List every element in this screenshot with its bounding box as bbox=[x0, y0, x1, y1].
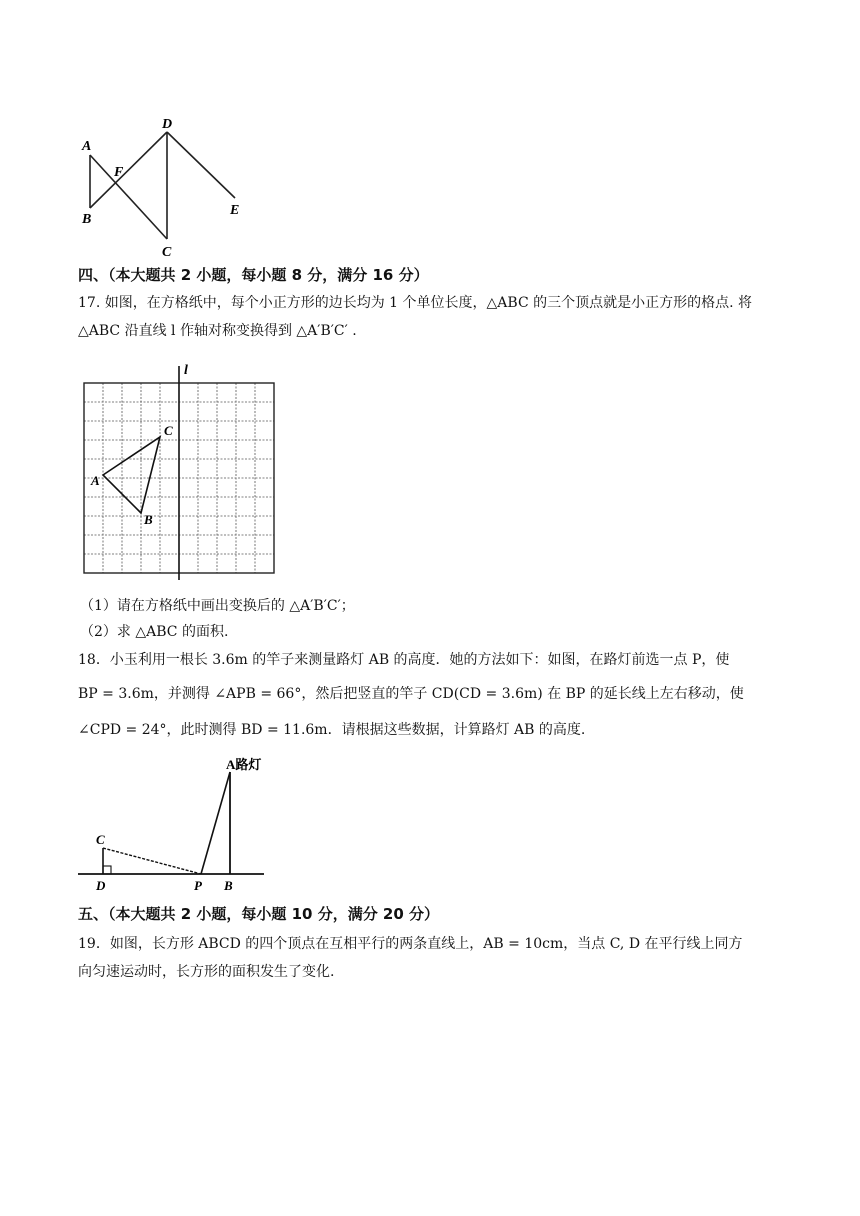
segment-DE bbox=[167, 132, 235, 198]
label-C: C bbox=[164, 423, 173, 438]
label-B: B bbox=[82, 212, 92, 227]
figure-q16 bbox=[70, 110, 260, 262]
q17-sub-2: （2）求 △ABC 的面积. bbox=[80, 624, 229, 640]
label-B: B bbox=[224, 878, 233, 893]
segment-AP bbox=[201, 772, 230, 874]
q18-line-3: ∠CPD = 24°，此时测得 BD = 11.6m．请根据这些数据，计算路灯 AB 的高度. bbox=[78, 722, 586, 738]
section-5-heading: 五、（本大题共 2 小题，每小题 10 分，满分 20 分） bbox=[78, 905, 440, 923]
label-l: l bbox=[184, 363, 188, 378]
q19-line-1: 19．如图，长方形 ABCD 的四个顶点在互相平行的两条直线上，AB = 10cm，当点 C, D 在平行线上同方 bbox=[78, 936, 743, 952]
label-P: P bbox=[194, 878, 202, 893]
segment-CP bbox=[103, 848, 201, 874]
label-A: A bbox=[91, 473, 100, 488]
label-C: C bbox=[96, 832, 105, 847]
q18-line-1: 18．小玉利用一根长 3.6m 的竿子来测量路灯 AB 的高度．她的方法如下：如图，在路灯前选一点 P，使 bbox=[78, 652, 730, 668]
label-D: D bbox=[96, 878, 106, 893]
triangle-ABC bbox=[103, 437, 160, 513]
q18-line-2: BP = 3.6m，并测得 ∠APB = 66°，然后把竖直的竿子 CD(CD = 3.6m) 在 BP 的延长线上左右移动，使 bbox=[78, 686, 744, 702]
label-A: A bbox=[82, 139, 92, 154]
q17-line-2: △ABC 沿直线 l 作轴对称变换得到 △A′B′C′ . bbox=[78, 323, 357, 339]
label-E: E bbox=[230, 203, 240, 218]
label-B: B bbox=[144, 512, 153, 527]
q17-line-1: 17. 如图，在方格纸中，每个小正方形的边长均为 1 个单位长度，△ABC 的三个顶点就是小正方形的格点. 将 bbox=[78, 295, 753, 311]
section-4-heading: 四、（本大题共 2 小题，每小题 8 分，满分 16 分） bbox=[78, 266, 429, 284]
figure-q17-grid bbox=[80, 358, 280, 580]
q17-sub-1: （1）请在方格纸中画出变换后的 △A′B′C′； bbox=[80, 598, 355, 614]
figure-q18 bbox=[76, 752, 276, 897]
label-A-streetlight: A路灯 bbox=[226, 757, 262, 772]
right-angle-mark bbox=[103, 866, 111, 874]
label-C: C bbox=[162, 245, 172, 260]
label-D: D bbox=[162, 117, 173, 132]
q19-line-2: 向匀速运动时，长方形的面积发生了变化. bbox=[78, 964, 335, 980]
label-F: F bbox=[114, 165, 124, 180]
